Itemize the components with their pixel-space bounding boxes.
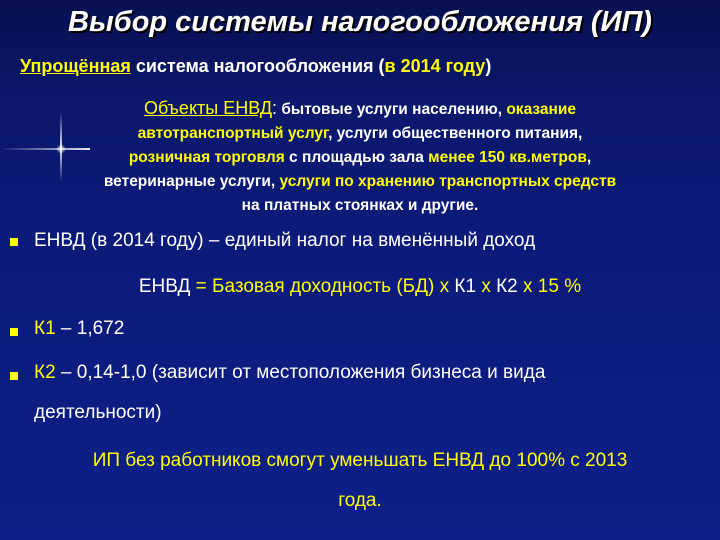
subtitle [20,56,720,77]
envd-objects-lead: Объекты ЕНВД [143,98,273,118]
envd-text: ветеринарные услуги, [103,173,280,190]
envd-text: , услуги общественного питания, [328,125,583,142]
envd-objects-block [30,96,690,218]
formula-part: ЕНВД [138,276,196,297]
k2-text: – 0,14-1,0 (зависит от местоположения бизнеса и вида [55,362,546,383]
bullet-marker [10,238,18,246]
slide-title: Выбор системы налогообложения (ИП) [68,6,652,38]
formula-part: К2 [496,276,524,297]
envd-highlight: услуги по хранению транспортных средств [279,173,617,190]
formula-part: х [481,276,497,297]
subtitle-close: ) [485,56,492,76]
bullet-k2 [34,362,545,384]
k1-value: – 1,672 [55,318,125,339]
k1-label: К1 [34,318,56,339]
envd-highlight: автотранспортный услуг [137,125,329,142]
k2-label: К2 [34,362,56,383]
bullet-k1 [34,318,124,340]
envd-highlight: розничная торговля [128,149,285,166]
bullet-marker [10,372,18,380]
bullet-envd-definition: ЕНВД (в 2014 году) – единый налог на вменённый доход [34,230,536,251]
envd-text: с площадью зала [284,149,429,166]
formula-part: = Базовая доходность (БД) х [195,276,455,297]
envd-colon: : [272,98,278,118]
envd-text: , [586,149,592,166]
formula-part: х 15 % [523,276,582,297]
subtitle-simplified: Упрощённая [20,56,131,76]
subtitle-text: система налогообложения ( [130,56,385,76]
subtitle-year: в 2014 году [384,56,486,76]
envd-formula [0,276,720,298]
bullet-marker [10,328,18,336]
envd-highlight: оказание [506,101,577,118]
envd-text: на платных стоянках и другие. [241,197,479,214]
note-line-1: ИП без работников смогут уменьшать ЕНВД до 100% с 2013 [92,450,628,471]
note-line-2: года. [338,490,382,511]
formula-part: К1 [454,276,482,297]
bullet-k2-continuation: деятельности) [34,402,162,423]
envd-highlight: менее 150 кв.метров [428,149,587,166]
envd-text: бытовые услуги населению, [277,101,507,118]
